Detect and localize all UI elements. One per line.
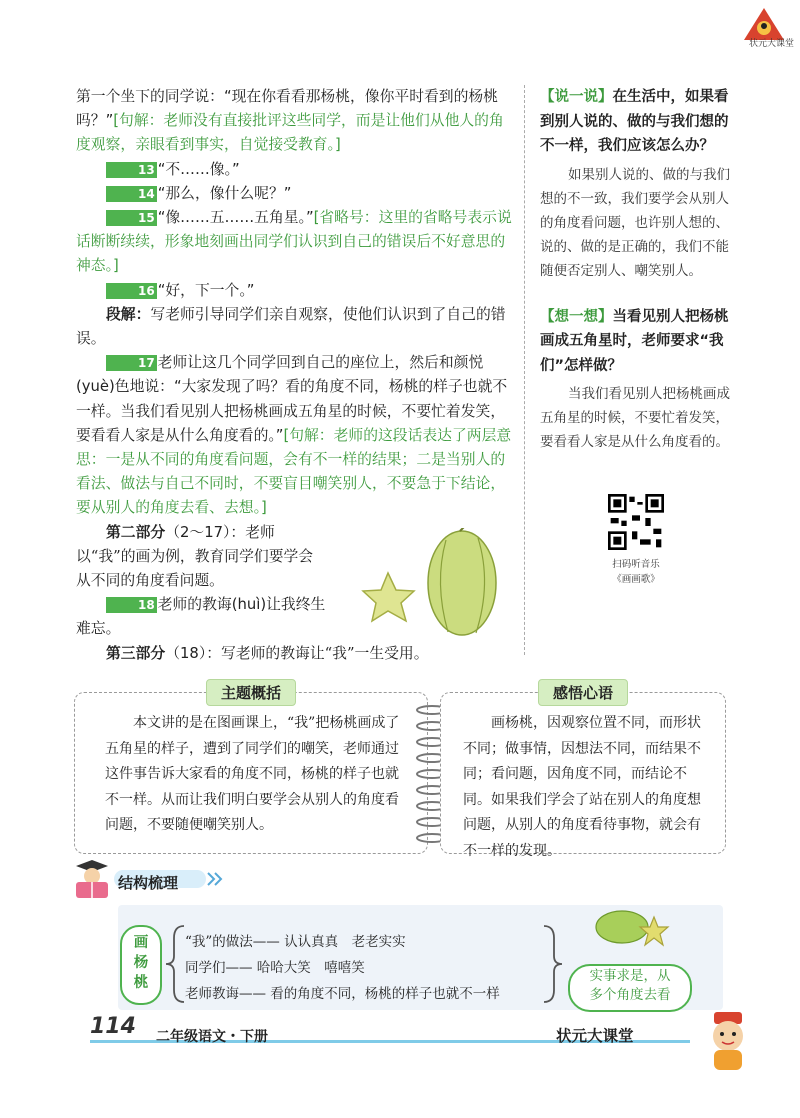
theme-summary-text: 本文讲的是在图画课上，“我”把杨桃画成了五角星的样子，遭到了同学们的嘲笑，老师通过这件事告诉大家看的角度不同，杨桃的样子也就不一样。从而让我们明白要学会从别人的角度看问题，不要随便嘲笑别人。: [105, 715, 400, 833]
brand-name: 状元大课堂: [556, 1027, 634, 1045]
qr-label: 扫码听音乐: [612, 559, 660, 570]
qr-song-title: 《画画歌》: [612, 574, 660, 585]
paragraph-15: 15 “像……五……五角星。”[省略号：这里的省略号表示说话断断续续，形象地刻画出同学们认识到自己的错误后不好意思的神态。]: [76, 209, 512, 275]
paragraph-14: 14 “那么，像什么呢？”: [76, 182, 516, 206]
think-answer: 当我们看见别人把杨桃画成五角星的时候，不要忙着发笑，要看看人家是从什么角度看的。: [540, 386, 730, 450]
say-answer: 如果别人说的、做的与我们想的不一致，我们要学会从别人的角度看问题，也许别人想的、说的、做的是正确的，我们不能随便否定别人、嘲笑别人。: [540, 166, 730, 279]
think-tag: 【想一想】: [540, 308, 613, 325]
paragraph-number-16: 16: [106, 283, 157, 299]
topic-label: 画 杨 桃: [133, 935, 149, 991]
say-question: 【说一说】在生活中，如果看到别人说的、做的与我们想的不一样，我们应该怎么办？: [540, 89, 729, 154]
paragraph-number-18: 18: [106, 597, 157, 613]
structure-title: 结构梳理: [118, 874, 179, 892]
page-number: 114: [90, 1014, 136, 1039]
paragraph-16: 16 “好，下一个。”: [76, 279, 516, 303]
right-brace: [542, 924, 566, 1004]
part-three-summary: 第三部分（18）：写老师的教诲让“我”一生受用。: [106, 644, 429, 662]
publisher-logo-caption: 状元大课堂: [748, 39, 794, 49]
reflection-box: [440, 684, 726, 859]
reflection-text: 画杨桃，因观察位置不同，而形状不同；做事情，因想法不同，而结果不同；看问题，因角度不同，而结论不同。如果我们学会了站在别人的角度想问题，从别人的角度看待事物，就会有不一样的发现。: [463, 715, 701, 859]
paragraph-number-13: 13: [106, 162, 157, 178]
side-column: [540, 85, 740, 454]
analysis-label: 段解：: [106, 305, 151, 323]
paragraph-number-15: 15: [106, 210, 157, 226]
paragraph-12: [76, 85, 516, 158]
part-two-summary: 第二部分（2～17）：老师以“我”的画为例，教育同学们要学会从不同的角度看问题。: [76, 523, 314, 590]
mascot-icon: [700, 1010, 756, 1074]
structure-line-teacher: 老师教诲—— 看的角度不同，杨桃的样子也就不一样: [185, 986, 500, 1002]
reflection-title: 感悟心语: [538, 679, 628, 706]
starfruit-small-illustration: [592, 905, 674, 955]
summary-text: 实事求是，从 多个角度去看: [589, 968, 671, 1003]
paragraph-18: 18 老师的教诲(huì)让我终生难忘。: [76, 596, 326, 638]
paragraph-analysis: 段解：写老师引导同学们亲自观察，使他们认识到了自己的错误。: [76, 305, 506, 348]
paragraph-number-17: 17: [106, 355, 157, 371]
ellipsis-note: [省略号：这里的省略号表示说话断断续续，形象地刻画出同学们认识到自己的错误后不好意思的神态。]: [76, 209, 512, 275]
structure-lines: [185, 929, 500, 1007]
paragraph-17: 17 老师让这几个同学回到自己的座位上，然后和颜悦(yuè)色地说：“大家发现了吗？看的角度不同，杨桃的样子也就不一样。当我们看见别人把杨桃画成五角星的时候，不要忙着发笑，要看看人家是从什么角度看的。”[句解：老师的这段话表达了两层意思：一是从不同的角度看问题，会有不一样的结果；二是当别人的看法、做法与自己不同时，不要盲目嘲笑别人，不要急于下结论，要从别人的角度去看、去想。]: [76, 354, 512, 517]
paragraph-12-text: 第一个坐下的同学说：“现在你看看那杨桃，像你平时看到的杨桃吗？”: [76, 88, 498, 130]
starfruit-illustration: [346, 528, 516, 643]
paragraph-13: 13 “不……像。”: [76, 158, 516, 182]
column-divider: [524, 85, 525, 655]
theme-summary-title: 主题概括: [206, 679, 296, 706]
qr-code-icon[interactable]: [608, 494, 664, 550]
sentence-note-2: [句解：老师的这段话表达了两层意思：一是从不同的角度看问题，会有不一样的结果；二是当别人的看法、做法与自己不同时，不要盲目嘲笑别人，不要急于下结论，要从别人的角度去看、去想。]: [76, 426, 512, 517]
sentence-note-1: [句解：老师没有直接批评这些同学，而是让他们从他人的角度观察，亲眼看到事实，自觉接受教育。]: [76, 112, 504, 154]
reading-student-icon: [70, 858, 116, 900]
theme-summary-box: [74, 684, 428, 854]
structure-line-classmates: 同学们—— 哈哈大笑 嘻嘻笑: [185, 960, 365, 976]
say-tag: 【说一说】: [540, 89, 613, 105]
structure-line-me: “我”的做法—— 认认真真 老老实实: [185, 934, 406, 950]
paragraph-number-14: 14: [106, 186, 157, 202]
book-title: 二年级语文・下册: [156, 1029, 268, 1045]
think-question: 【想一想】当看见别人把杨桃画成五角星时，老师要求“我们”怎样做？: [540, 308, 729, 374]
